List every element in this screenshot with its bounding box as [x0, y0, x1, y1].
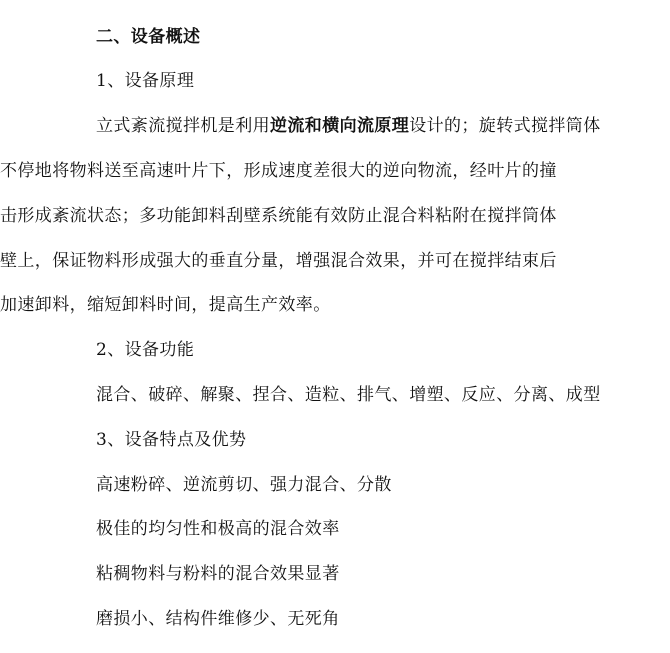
function-heading: 2、设备功能	[96, 340, 195, 360]
principle-after-text: 设计的；旋转式搅拌筒体	[409, 116, 601, 136]
section-title: 二、设备概述	[96, 27, 201, 47]
feature-item: 粘稠物料与粉料的混合效果显著	[96, 564, 340, 584]
feature-item: 高速粉碎、逆流剪切、强力混合、分散	[96, 475, 392, 495]
principle-line-2: 不停地将物料送至高速叶片下，形成速度差很大的逆向物流，经叶片的撞	[0, 161, 557, 181]
principle-intro-text: 立式紊流搅拌机是利用	[96, 116, 270, 136]
principle-paragraph-first-line	[96, 115, 601, 137]
feature-item: 极佳的均匀性和极高的混合效率	[96, 519, 340, 539]
function-text: 混合、破碎、解聚、捏合、造粒、排气、增塑、反应、分离、成型	[96, 385, 601, 405]
principle-line-5: 加速卸料，缩短卸料时间，提高生产效率。	[0, 295, 331, 315]
features-heading: 3、设备特点及优势	[96, 430, 247, 450]
principle-line-3: 击形成紊流状态；多功能卸料刮壁系统能有效防止混合料粘附在搅拌筒体	[0, 206, 557, 226]
feature-item: 磨损小、结构件维修少、无死角	[96, 609, 340, 629]
principle-bold-phrase: 逆流和横向流原理	[270, 116, 410, 136]
principle-heading: 1、设备原理	[96, 71, 195, 91]
principle-line-4: 壁上，保证物料形成强大的垂直分量，增强混合效果，并可在搅拌结束后	[0, 251, 557, 271]
